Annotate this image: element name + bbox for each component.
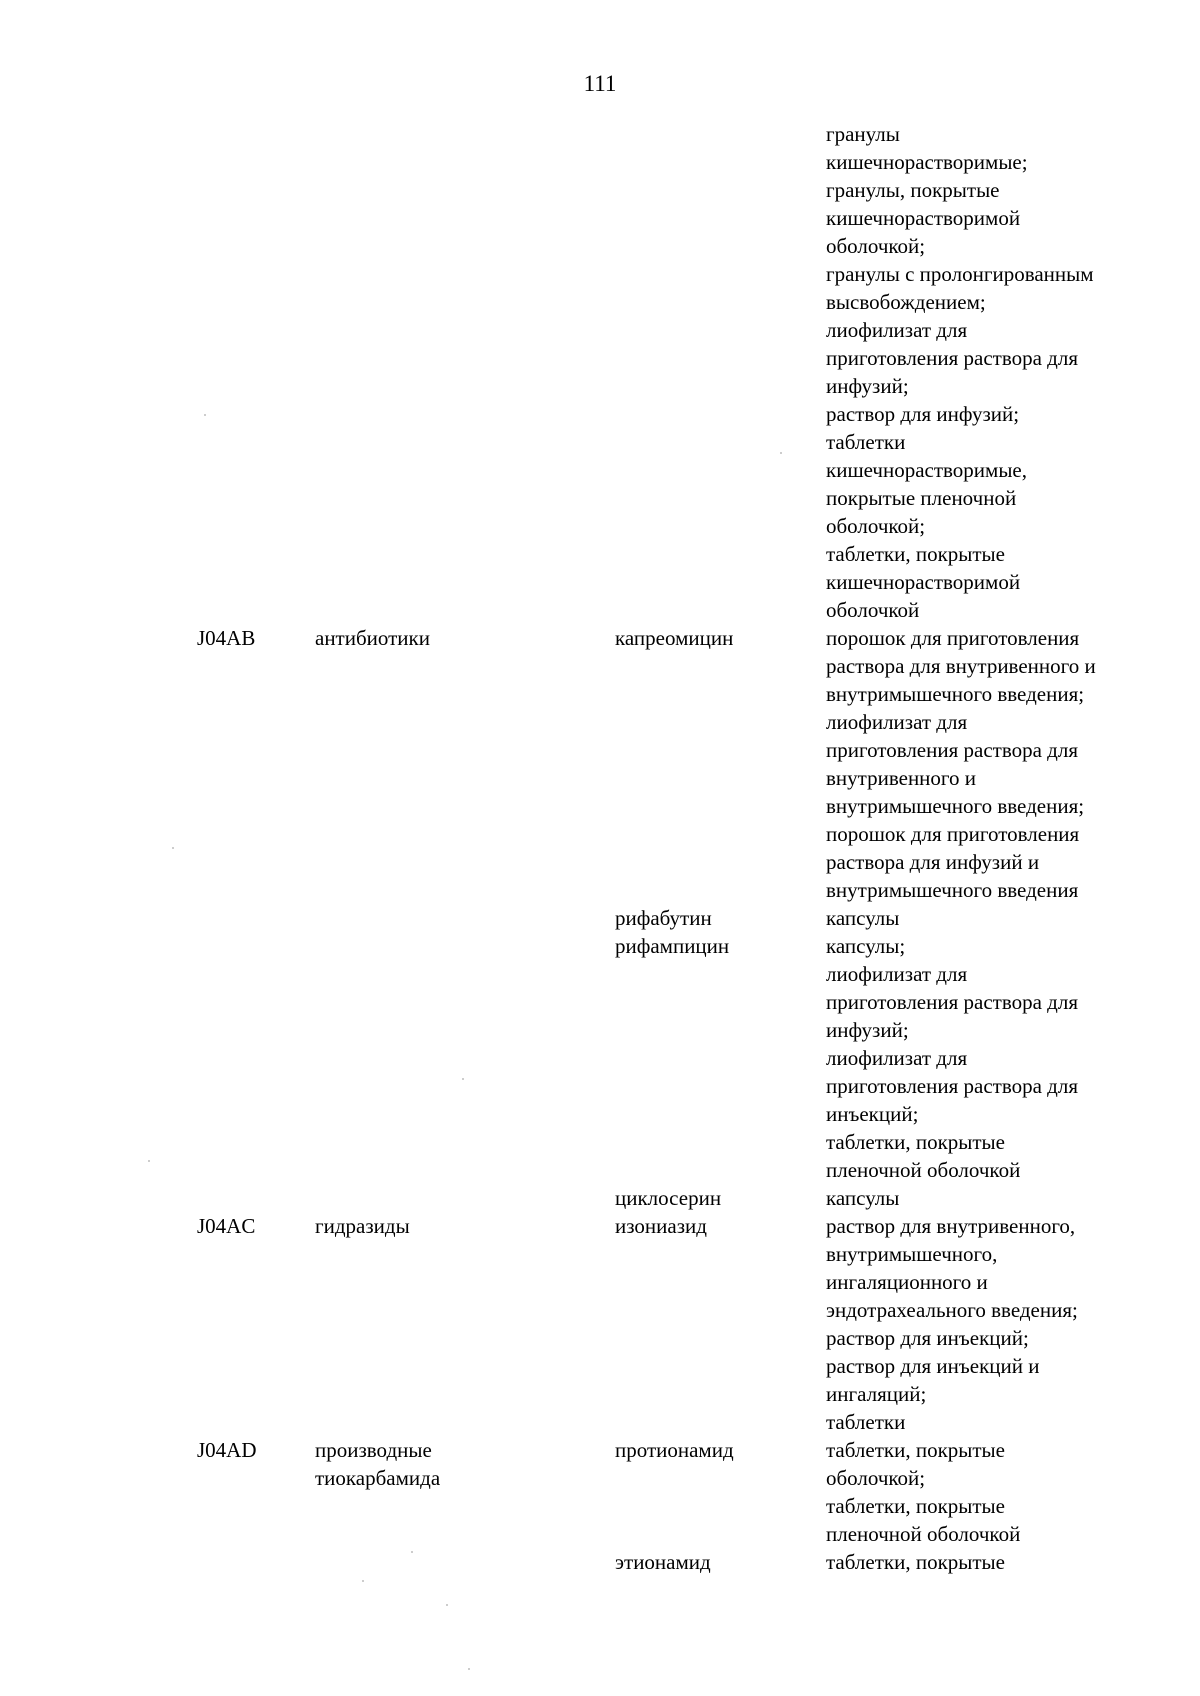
dosage-forms-line: лиофилизат для xyxy=(826,318,968,342)
dosage-forms-line: порошок для приготовления xyxy=(826,822,1080,846)
dosage-forms-line: ингаляций; xyxy=(826,1382,927,1406)
dosage-forms-line: гранулы, покрытые xyxy=(826,178,1000,202)
page-number: 111 xyxy=(583,71,617,96)
dosage-forms-line: кишечнорастворимой xyxy=(826,206,1021,230)
dosage-forms-line: покрытые пленочной xyxy=(826,486,1017,510)
dosage-forms-line: внутримышечного, xyxy=(826,1242,998,1266)
dosage-forms-line: таблетки xyxy=(826,430,906,454)
dosage-forms-line: лиофилизат для xyxy=(826,1046,968,1070)
scan-speck xyxy=(446,1604,448,1606)
scan-speck xyxy=(462,1078,464,1080)
dosage-forms-line: внутривенного и xyxy=(826,766,976,790)
dosage-forms-line: высвобождением; xyxy=(826,290,986,314)
atc-code xyxy=(197,624,255,652)
dosage-forms-line: таблетки, покрытые xyxy=(826,1494,1005,1518)
scan-speck xyxy=(148,1160,150,1162)
dosage-forms xyxy=(826,624,1096,904)
pharmacological-group xyxy=(315,1436,440,1492)
atc-code-text: J04AC xyxy=(197,1214,256,1238)
scan-speck xyxy=(780,452,782,454)
dosage-forms-line: инфузий; xyxy=(826,1018,909,1042)
drug-name xyxy=(615,1184,721,1212)
dosage-forms-line: раствор для инфузий; xyxy=(826,402,1020,426)
dosage-forms-line: приготовления раствора для xyxy=(826,990,1078,1014)
dosage-forms-line: раствора для внутривенного и xyxy=(826,654,1096,678)
drug-name xyxy=(615,624,733,652)
drug-name xyxy=(615,1212,707,1240)
dosage-forms xyxy=(826,1184,899,1212)
atc-code-text: J04AD xyxy=(197,1438,257,1462)
pharmacological-group xyxy=(315,624,430,652)
dosage-forms-line: внутримышечного введения; xyxy=(826,682,1085,706)
pharmacological-group xyxy=(315,1212,410,1240)
pharmacological-group-line: производные xyxy=(315,1438,432,1462)
dosage-forms xyxy=(826,1548,1005,1576)
dosage-forms-line: инфузий; xyxy=(826,374,909,398)
scan-speck xyxy=(204,414,206,416)
drug-name-line: изониазид xyxy=(615,1214,707,1238)
dosage-forms-line: раствора для инфузий и xyxy=(826,850,1040,874)
dosage-forms-line: приготовления раствора для xyxy=(826,1074,1078,1098)
dosage-forms-line: пленочной оболочкой xyxy=(826,1158,1021,1182)
dosage-forms-line: кишечнорастворимой xyxy=(826,570,1021,594)
scan-speck xyxy=(468,1668,470,1670)
drug-name-line: протионамид xyxy=(615,1438,734,1462)
drug-name xyxy=(615,932,729,960)
drug-name-line: капреомицин xyxy=(615,626,734,650)
dosage-forms xyxy=(826,120,1094,624)
dosage-forms-line: приготовления раствора для xyxy=(826,346,1078,370)
dosage-forms-line: раствор для инъекций; xyxy=(826,1326,1029,1350)
dosage-forms-line: таблетки, покрытые xyxy=(826,1130,1005,1154)
drug-name xyxy=(615,904,712,932)
pharmacological-group-line: антибиотики xyxy=(315,626,430,650)
dosage-forms-line: пленочной оболочкой xyxy=(826,1522,1021,1546)
dosage-forms xyxy=(826,1212,1078,1436)
drug-name-line: рифампицин xyxy=(615,934,730,958)
dosage-forms-line: эндотрахеального введения; xyxy=(826,1298,1078,1322)
dosage-forms-line: раствор для инъекций и xyxy=(826,1354,1040,1378)
scan-speck xyxy=(172,847,174,849)
drug-name-line: циклосерин xyxy=(615,1186,722,1210)
dosage-forms-line: кишечнорастворимые; xyxy=(826,150,1028,174)
dosage-forms xyxy=(826,1436,1020,1548)
dosage-forms-line: кишечнорастворимые, xyxy=(826,458,1028,482)
atc-code xyxy=(197,1212,255,1240)
drug-name xyxy=(615,1436,734,1464)
dosage-forms-line: гранулы с пролонгированным xyxy=(826,262,1094,286)
dosage-forms-line: капсулы xyxy=(826,1186,900,1210)
dosage-forms-line: оболочкой; xyxy=(826,514,926,538)
atc-code xyxy=(197,1436,257,1464)
dosage-forms-line: таблетки, покрытые xyxy=(826,1438,1005,1462)
drug-name-line: этионамид xyxy=(615,1550,711,1574)
drug-name xyxy=(615,1548,711,1576)
pharmacological-group-line: тиокарбамида xyxy=(315,1466,441,1490)
dosage-forms-line: капсулы xyxy=(826,906,900,930)
dosage-forms xyxy=(826,932,1078,1184)
dosage-forms-line: внутримышечного введения xyxy=(826,878,1079,902)
dosage-forms-line: приготовления раствора для xyxy=(826,738,1078,762)
dosage-forms-line: таблетки xyxy=(826,1410,906,1434)
dosage-forms-line: оболочкой; xyxy=(826,234,926,258)
dosage-forms-line: капсулы; xyxy=(826,934,906,958)
dosage-forms-line: оболочкой xyxy=(826,598,920,622)
dosage-forms-line: внутримышечного введения; xyxy=(826,794,1085,818)
dosage-forms-line: раствор для внутривенного, xyxy=(826,1214,1076,1238)
dosage-forms-line: порошок для приготовления xyxy=(826,626,1080,650)
scan-speck xyxy=(411,1551,413,1553)
atc-code-text: J04AB xyxy=(197,626,256,650)
pharmacological-group-line: гидразиды xyxy=(315,1214,410,1238)
dosage-forms-line: лиофилизат для xyxy=(826,962,968,986)
scan-speck xyxy=(362,1580,364,1582)
dosage-forms-line: таблетки, покрытые xyxy=(826,542,1005,566)
dosage-forms-line: гранулы xyxy=(826,122,900,146)
dosage-forms xyxy=(826,904,899,932)
dosage-forms-line: ингаляционного и xyxy=(826,1270,988,1294)
dosage-forms-line: инъекций; xyxy=(826,1102,919,1126)
dosage-forms-line: лиофилизат для xyxy=(826,710,968,734)
dosage-forms-line: оболочкой; xyxy=(826,1466,926,1490)
dosage-forms-line: таблетки, покрытые xyxy=(826,1550,1005,1574)
drug-name-line: рифабутин xyxy=(615,906,712,930)
